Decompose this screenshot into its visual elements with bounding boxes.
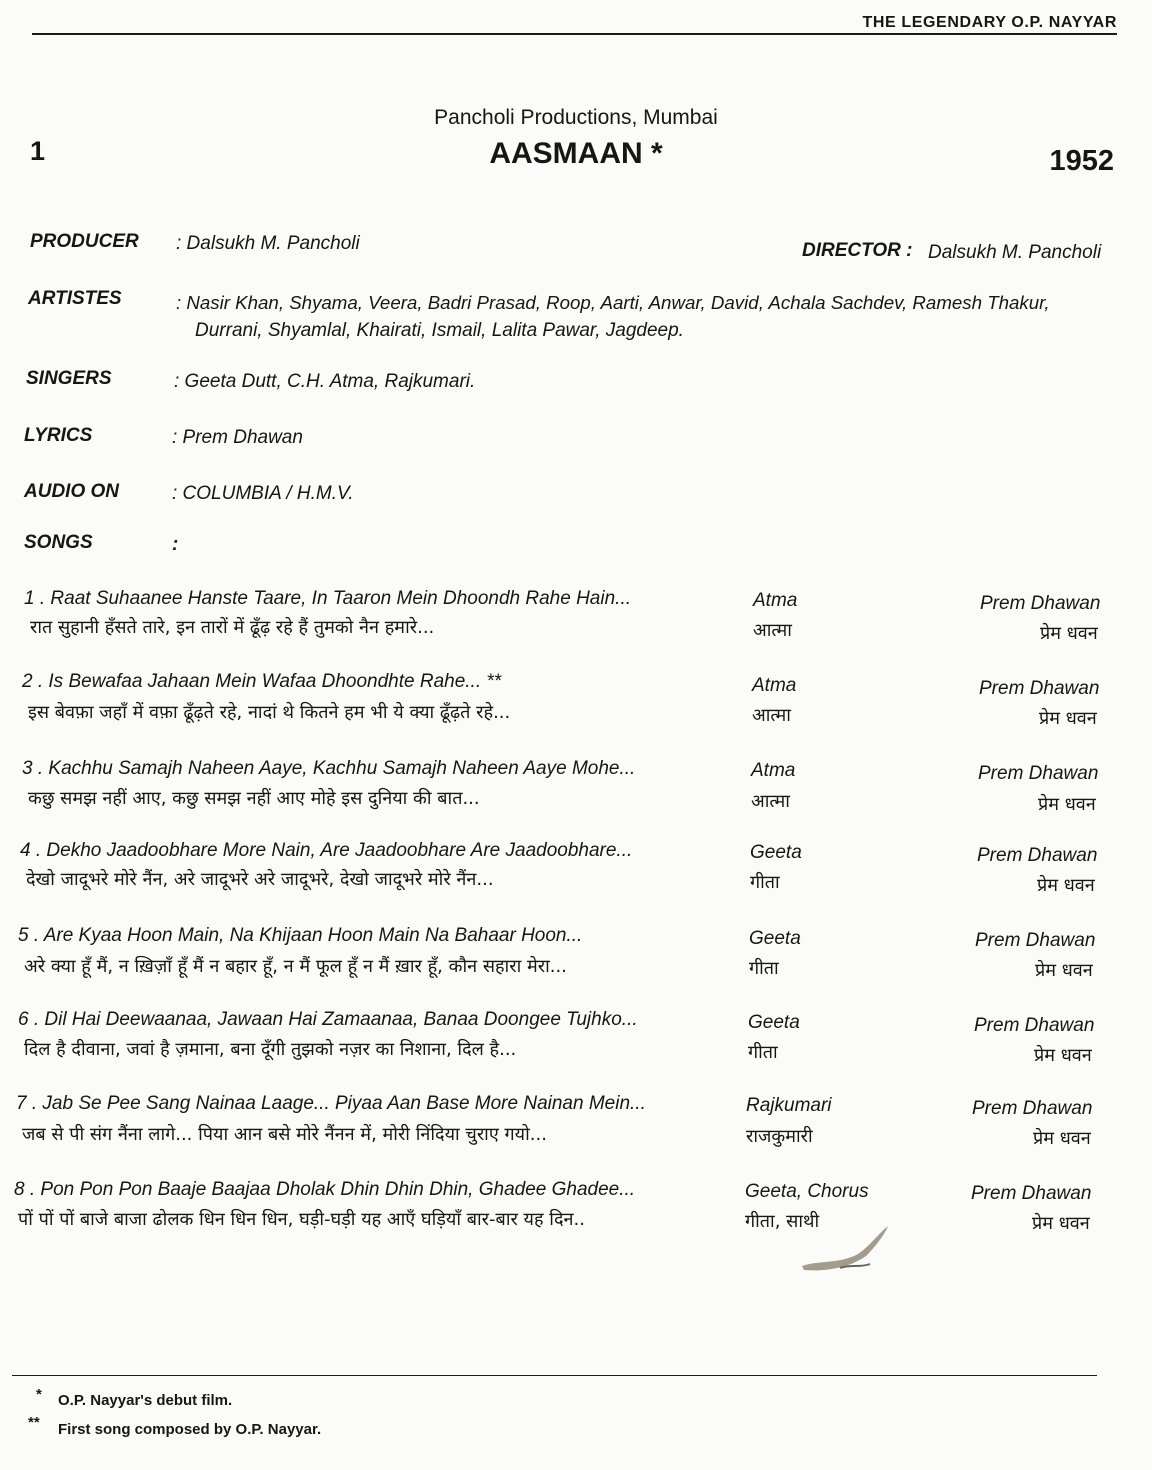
artistes-line-1: : Nasir Khan, Shyama, Veera, Badri Prasad, Roop, Aarti, Anwar, David, Achala Sachdev, Ramesh Thakur, bbox=[176, 292, 1050, 313]
director-label: DIRECTOR : bbox=[802, 240, 913, 261]
song-lyricist-hindi: प्रेम धवन bbox=[1037, 875, 1095, 896]
songs-colon: : bbox=[172, 534, 179, 555]
singers-label: SINGERS bbox=[26, 368, 112, 389]
production-company: Pancholi Productions, Mumbai bbox=[434, 106, 718, 129]
lyrics-value: : Prem Dhawan bbox=[172, 427, 303, 448]
song-singer: Atma bbox=[753, 590, 798, 611]
song-hindi: कछु समझ नहीं आए, कछु समझ नहीं आए मोहे इस दुनिया की बात... bbox=[28, 788, 480, 809]
song-lyricist: Prem Dhawan bbox=[979, 678, 1100, 699]
song-singer: Geeta bbox=[750, 842, 802, 863]
header-rule bbox=[32, 33, 1117, 35]
director-value: Dalsukh M. Pancholi bbox=[928, 242, 1102, 263]
song-singer: Geeta bbox=[749, 928, 801, 949]
song-singer: Atma bbox=[751, 760, 796, 781]
song-singer: Atma bbox=[752, 675, 797, 696]
song-lyricist-hindi: प्रेम धवन bbox=[1034, 1045, 1092, 1066]
series-title: THE LEGENDARY O.P. NAYYAR bbox=[862, 14, 1117, 31]
song-hindi: रात सुहानी हँसते तारे, इन तारों में ढूँढ़ रहे हैं तुमको नैन हमारे... bbox=[30, 617, 435, 638]
song-title: 3 . Kachhu Samajh Naheen Aaye, Kachhu Samajh Naheen Aaye Mohe... bbox=[22, 758, 636, 779]
song-singer-hindi: गीता bbox=[750, 872, 780, 893]
song-singer: Geeta, Chorus bbox=[745, 1181, 869, 1202]
artistes-line-2: Durrani, Shyamlal, Khairati, Ismail, Lalita Pawar, Jagdeep. bbox=[195, 320, 684, 341]
song-singer-hindi: गीता, साथी bbox=[745, 1211, 820, 1232]
song-lyricist: Prem Dhawan bbox=[975, 930, 1096, 951]
song-lyricist-hindi: प्रेम धवन bbox=[1040, 623, 1098, 644]
song-singer-hindi: गीता bbox=[749, 958, 779, 979]
footnote-text: O.P. Nayyar's debut film. bbox=[58, 1392, 233, 1409]
songs-label: SONGS bbox=[24, 532, 93, 553]
song-lyricist-hindi: प्रेम धवन bbox=[1039, 708, 1097, 729]
song-lyricist: Prem Dhawan bbox=[980, 593, 1101, 614]
film-number: 1 bbox=[30, 136, 46, 166]
song-singer-hindi: गीता bbox=[748, 1042, 778, 1063]
song-lyricist: Prem Dhawan bbox=[974, 1015, 1095, 1036]
artistes-label: ARTISTES bbox=[28, 288, 122, 309]
song-singer: Geeta bbox=[748, 1012, 800, 1033]
song-title: 6 . Dil Hai Deewaanaa, Jawaan Hai Zamaanaa, Banaa Doongee Tujhko... bbox=[18, 1009, 638, 1030]
song-lyricist: Prem Dhawan bbox=[978, 763, 1099, 784]
film-title: AASMAAN * bbox=[489, 137, 663, 170]
song-hindi: देखो जादूभरे मोरे नैंन, अरे जादूभरे अरे जादूभरे, देखो जादूभरे मोरे नैंन... bbox=[26, 869, 494, 890]
song-singer: Rajkumari bbox=[746, 1095, 832, 1116]
song-hindi: दिल है दीवाना, जवां है ज़माना, बना दूँगी तुझको नज़र का निशाना, दिल है... bbox=[24, 1039, 517, 1060]
song-title: 7 . Jab Se Pee Sang Nainaa Laage... Piyaa Aan Base More Nainan Mein... bbox=[16, 1093, 646, 1114]
song-lyricist: Prem Dhawan bbox=[972, 1098, 1093, 1119]
footnote-text: First song composed by O.P. Nayyar. bbox=[58, 1421, 322, 1438]
song-lyricist: Prem Dhawan bbox=[977, 845, 1098, 866]
song-title: 1 . Raat Suhaanee Hanste Taare, In Taaron Mein Dhoondh Rahe Hain... bbox=[24, 588, 631, 609]
song-singer-hindi: आत्मा bbox=[753, 620, 792, 641]
song-hindi: पों पों पों बाजे बाजा ढोलक धिन धिन धिन, घड़ी-घड़ी यह आएँ घड़ियाँ बार-बार यह दिन.. bbox=[18, 1209, 585, 1230]
song-singer-hindi: आत्मा bbox=[751, 791, 790, 812]
lyrics-label: LYRICS bbox=[24, 425, 93, 446]
song-hindi: इस बेवफ़ा जहाँ में वफ़ा ढूँढ़ते रहे, नादां थे कितने हम भी ये क्या ढूँढ़ते रहे... bbox=[28, 702, 511, 723]
singers-value: : Geeta Dutt, C.H. Atma, Rajkumari. bbox=[174, 371, 476, 392]
footnote-mark: * bbox=[36, 1386, 42, 1403]
song-hindi: अरे क्या हूँ मैं, न ख़िज़ाँ हूँ मैं न बहार हूँ, न मैं फूल हूँ न मैं ख़ार हूँ, कौन सहारा मेरा... bbox=[24, 956, 567, 977]
song-singer-hindi: राजकुमारी bbox=[746, 1126, 813, 1147]
song-title: 4 . Dekho Jaadoobhare More Nain, Are Jaadoobhare Are Jaadoobhare... bbox=[20, 840, 633, 861]
ink-smudge bbox=[800, 1220, 900, 1280]
song-title: 5 . Are Kyaa Hoon Main, Na Khijaan Hoon Main Na Bahaar Hoon... bbox=[18, 925, 583, 946]
footnote-mark: ** bbox=[28, 1414, 40, 1431]
song-title: 2 . Is Bewafaa Jahaan Mein Wafaa Dhoondhte Rahe... ** bbox=[22, 671, 502, 692]
song-title: 8 . Pon Pon Pon Baaje Baajaa Dholak Dhin Dhin Dhin, Ghadee Ghadee... bbox=[14, 1179, 636, 1200]
song-singer-hindi: आत्मा bbox=[752, 705, 791, 726]
footer-rule bbox=[12, 1375, 1097, 1376]
producer-value: : Dalsukh M. Pancholi bbox=[176, 233, 360, 254]
film-year: 1952 bbox=[1049, 145, 1114, 177]
audio-value: : COLUMBIA / H.M.V. bbox=[172, 483, 354, 504]
song-lyricist-hindi: प्रेम धवन bbox=[1038, 794, 1096, 815]
song-lyricist-hindi: प्रेम धवन bbox=[1033, 1128, 1091, 1149]
producer-label: PRODUCER bbox=[30, 231, 139, 252]
song-lyricist-hindi: प्रेम धवन bbox=[1035, 960, 1093, 981]
audio-label: AUDIO ON bbox=[24, 481, 119, 502]
song-hindi: जब से पी संग नैंना लागे... पिया आन बसे मोरे नैंनन में, मोरी निंदिया चुराए गयो... bbox=[22, 1124, 547, 1145]
song-lyricist: Prem Dhawan bbox=[971, 1183, 1092, 1204]
song-lyricist-hindi: प्रेम धवन bbox=[1032, 1213, 1090, 1234]
